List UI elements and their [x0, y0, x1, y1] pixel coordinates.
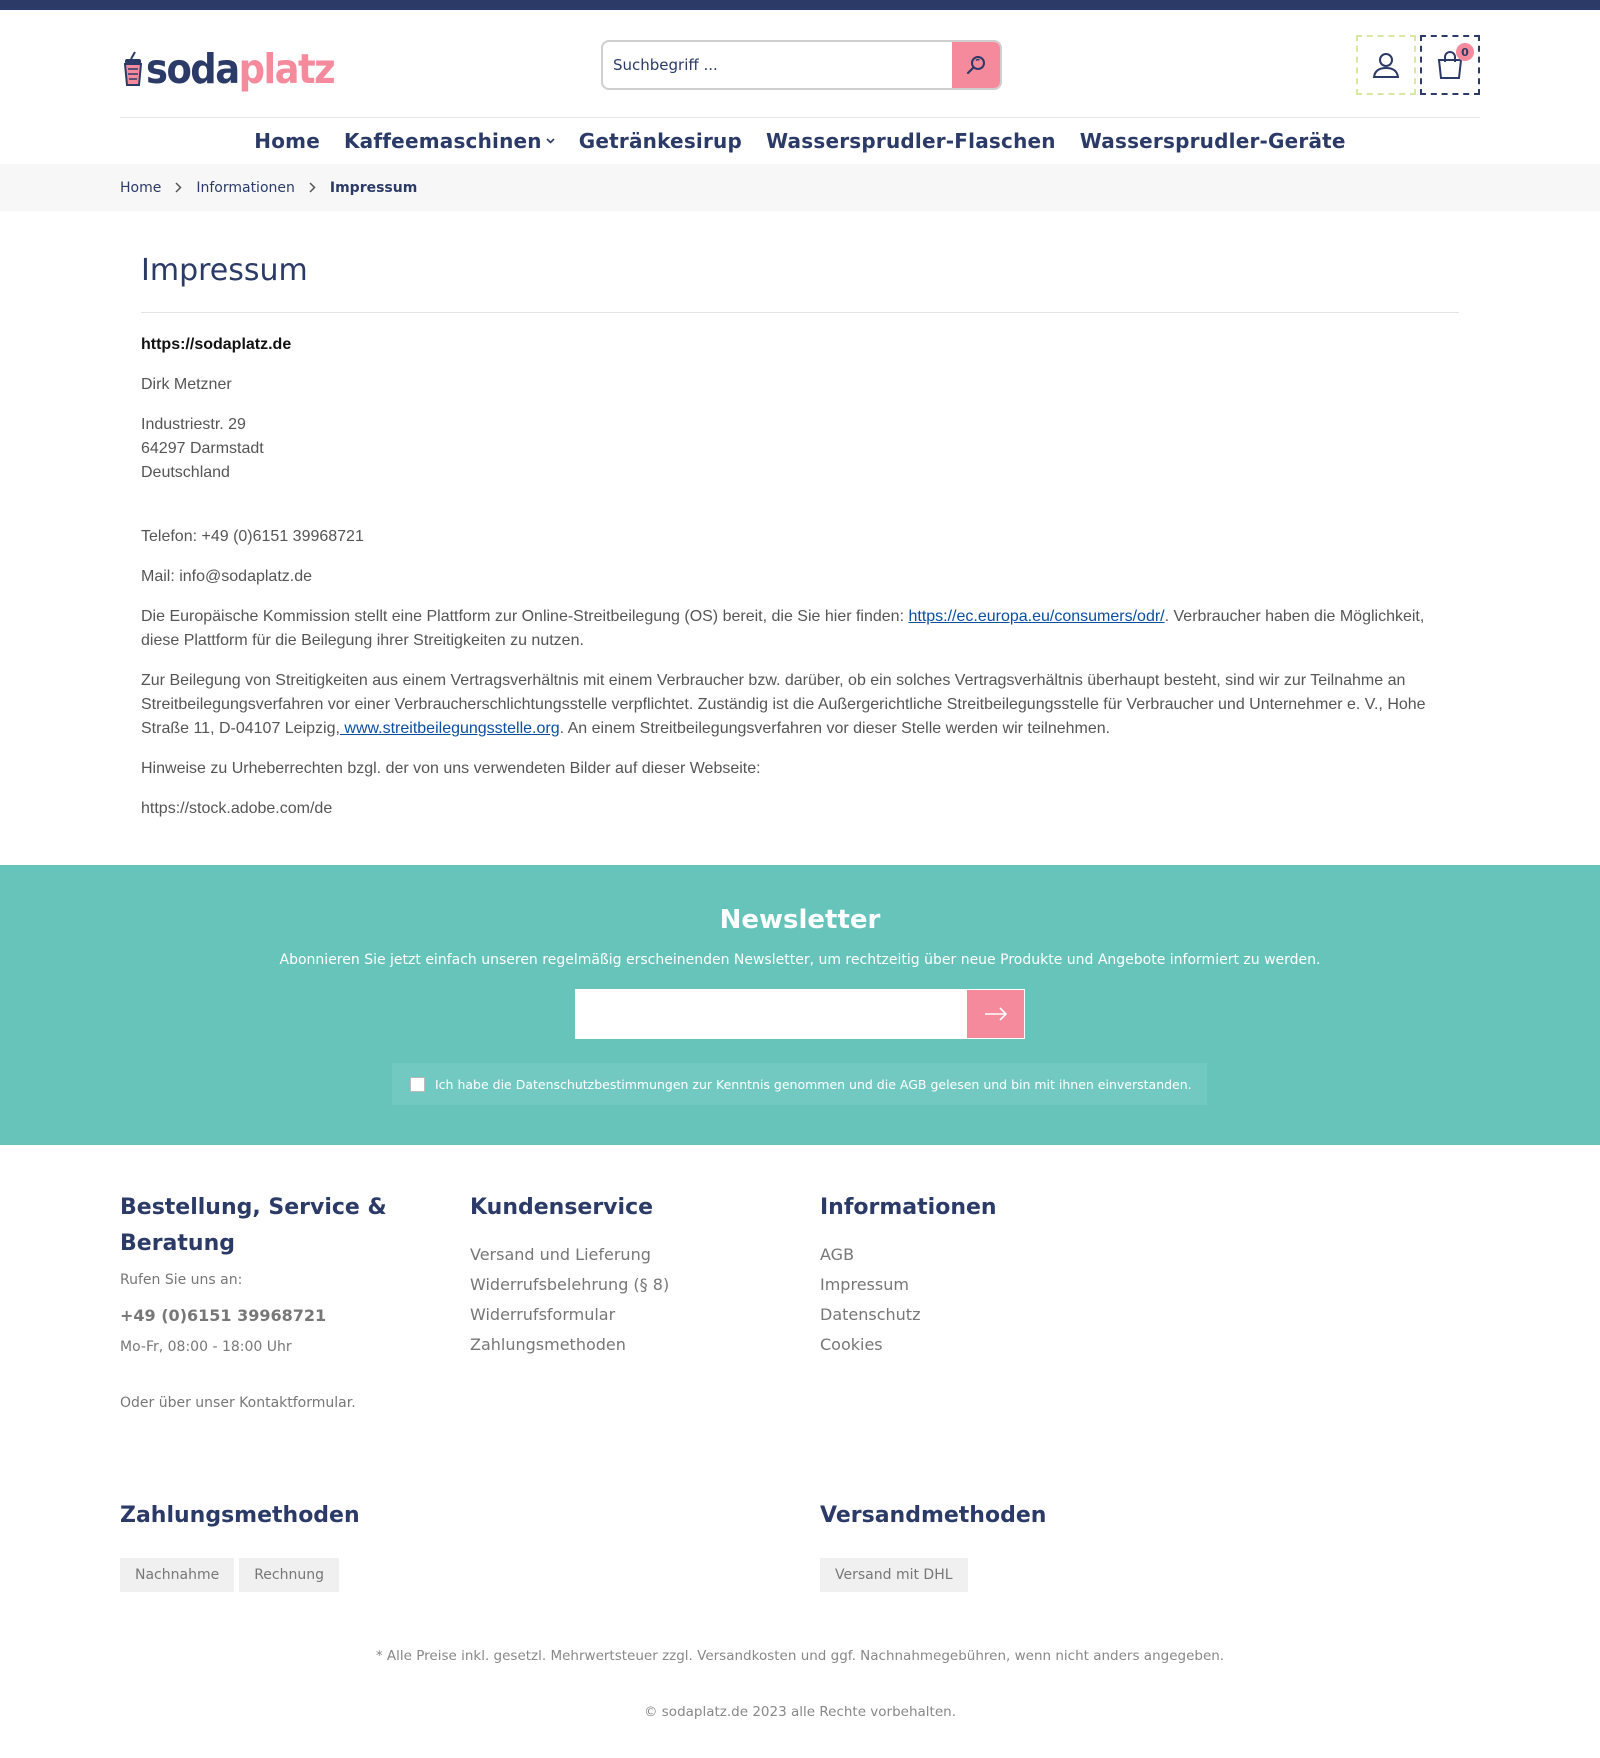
stock-url: https://stock.adobe.com/de	[141, 800, 333, 817]
cart-button[interactable]	[1420, 35, 1480, 95]
newsletter-submit-button[interactable]	[966, 989, 1025, 1039]
impressum-text	[141, 333, 1459, 821]
footer-link-cookies[interactable]: Cookies	[820, 1335, 883, 1354]
newsletter-consent	[392, 1063, 1207, 1105]
address-block: Industriestr. 29 64297 Darmstadt Deutschland	[141, 416, 264, 481]
phone-line: Telefon: +49 (0)6151 39968721	[141, 528, 364, 545]
breadcrumb-bar	[0, 164, 1600, 211]
footer-phone[interactable]: +49 (0)6151 39968721	[120, 1306, 327, 1325]
site-logo[interactable]	[122, 44, 334, 94]
payment-method-chip: Nachnahme	[120, 1558, 234, 1592]
footer-link-widerrufsbelehrung[interactable]: Widerrufsbelehrung (§ 8)	[470, 1275, 670, 1294]
owner-name: Dirk Metzner	[141, 376, 232, 393]
call-us-text: Rufen Sie uns an:	[120, 1272, 243, 1288]
footer-link-agb[interactable]: AGB	[820, 1245, 855, 1264]
arrow-right-icon	[984, 1007, 1008, 1021]
breadcrumb-home[interactable]: Home	[120, 179, 162, 196]
opening-hours: Mo-Fr, 08:00 - 18:00 Uhr	[120, 1339, 292, 1355]
nav-item-kaffeemaschinen[interactable]: Kaffeemaschinen	[344, 129, 555, 153]
newsletter-email-input[interactable]	[575, 989, 967, 1039]
mail-line: Mail: info@sodaplatz.de	[141, 568, 312, 585]
user-icon	[1371, 50, 1401, 80]
main-navigation	[0, 118, 1600, 164]
dispute-paragraph: Zur Beilegung von Streitigkeiten aus einem Vertragsverhältnis mit einem Verbraucher bzw. darüber, ob ein solches Vertragsverhältnis überhaupt besteht, sind wir zur Teilnahme an Streitbeilegungsverfahren vor einer Verbraucherschlichtungsstelle verpflichtet. Zuständig ist die Außergerichtliche Streitbeilegungsstelle für Verbraucher und Unternehmer e. V., Hohe Straße 11, D-04107 Leipzig, www.streitbeilegungsstelle.org. An einem Streitbeilegungsverfahren vor dieser Stelle werden wir teilnehmen.	[141, 672, 1426, 737]
site-header	[120, 10, 1480, 118]
logo-wordmark: sodaplatz	[146, 45, 335, 93]
footer-informationen-heading: Informationen	[820, 1195, 997, 1220]
chevron-right-icon	[309, 182, 316, 193]
shipping-methods-heading: Versandmethoden	[820, 1503, 1047, 1528]
account-button[interactable]	[1356, 35, 1416, 95]
shipping-methods	[820, 1498, 1046, 1592]
streitbeilegung-link[interactable]: www.streitbeilegungsstelle.org	[339, 720, 560, 737]
payment-method-chip: Rechnung	[239, 1558, 339, 1592]
copyright: © sodaplatz.de 2023 alle Rechte vorbehalten.	[643, 1704, 957, 1720]
consent-label[interactable]: Ich habe die Datenschutzbestimmungen zur Kenntnis genommen und die AGB gelesen und bin mit ihnen einverstanden.	[435, 1076, 1192, 1092]
footer-link-impressum[interactable]: Impressum	[820, 1275, 909, 1294]
breadcrumb-current: Impressum	[329, 179, 418, 196]
footer-service-column	[120, 1190, 420, 1411]
footer-kundenservice-column	[470, 1190, 770, 1360]
nav-item-wassersprudler-geraete[interactable]: Wassersprudler-Geräte	[1079, 129, 1346, 153]
search-button[interactable]	[952, 42, 1000, 88]
nav-item-wassersprudler-flaschen[interactable]: Wassersprudler-Flaschen	[766, 129, 1056, 153]
os-platform-link[interactable]: https://ec.europa.eu/consumers/odr/	[908, 608, 1165, 625]
chevron-down-icon	[546, 138, 555, 144]
footer-service-heading: Bestellung, Service & Beratung	[120, 1195, 387, 1256]
soda-cup-icon	[122, 50, 144, 88]
search-box	[601, 40, 1002, 90]
consent-checkbox[interactable]	[410, 1077, 425, 1092]
newsletter-title: Newsletter	[719, 905, 881, 935]
divider	[141, 312, 1459, 313]
newsletter-section	[0, 865, 1600, 1145]
nav-item-getraenkesirup[interactable]: Getränkesirup	[578, 129, 742, 153]
footer-link-zahlungsmethoden[interactable]: Zahlungsmethoden	[470, 1335, 626, 1354]
footer-link-widerrufsformular[interactable]: Widerrufsformular	[470, 1305, 616, 1324]
search-input[interactable]	[603, 42, 953, 88]
footer-link-datenschutz[interactable]: Datenschutz	[820, 1305, 921, 1324]
cart-count-badge: 0	[1456, 43, 1474, 61]
breadcrumb	[120, 164, 417, 211]
footer-kundenservice-heading: Kundenservice	[470, 1195, 654, 1220]
copyright-note: Hinweise zu Urheberrechten bzgl. der von uns verwendeten Bilder auf dieser Webseite:	[141, 760, 761, 777]
os-platform-paragraph: Die Europäische Kommission stellt eine Plattform zur Online-Streitbeilegung (OS) bereit, die Sie hier finden: https://ec.europa.eu/consumers/odr/. Verbraucher haben die Möglichkeit, diese Plattform für die Beilegung ihrer Streitigkeiten zu nutzen.	[141, 608, 1425, 649]
chevron-right-icon	[175, 182, 182, 193]
footer-informationen-column	[820, 1190, 1120, 1360]
top-accent-bar	[0, 0, 1600, 10]
price-disclaimer: * Alle Preise inkl. gesetzl. Mehrwertsteuer zzgl. Versandkosten und ggf. Nachnahmegebühren, wenn nicht anders angegeben.	[375, 1648, 1225, 1664]
payment-methods-heading: Zahlungsmethoden	[120, 1503, 360, 1528]
shipping-method-chip: Versand mit DHL	[820, 1558, 968, 1592]
contact-form-text[interactable]: Oder über unser Kontaktformular.	[120, 1395, 356, 1411]
page-title: Impressum	[141, 253, 308, 288]
newsletter-description: Abonnieren Sie jetzt einfach unseren regelmäßig erscheinenden Newsletter, um rechtzeitig über neue Produkte und Angebote informiert zu werden.	[279, 952, 1321, 968]
main-content	[141, 211, 1459, 821]
footer-link-versand[interactable]: Versand und Lieferung	[470, 1245, 651, 1264]
payment-methods	[120, 1498, 360, 1592]
breadcrumb-informationen[interactable]: Informationen	[196, 179, 295, 196]
site-url: https://sodaplatz.de	[141, 336, 292, 353]
nav-item-home[interactable]: Home	[254, 129, 320, 153]
search-icon	[965, 54, 987, 76]
